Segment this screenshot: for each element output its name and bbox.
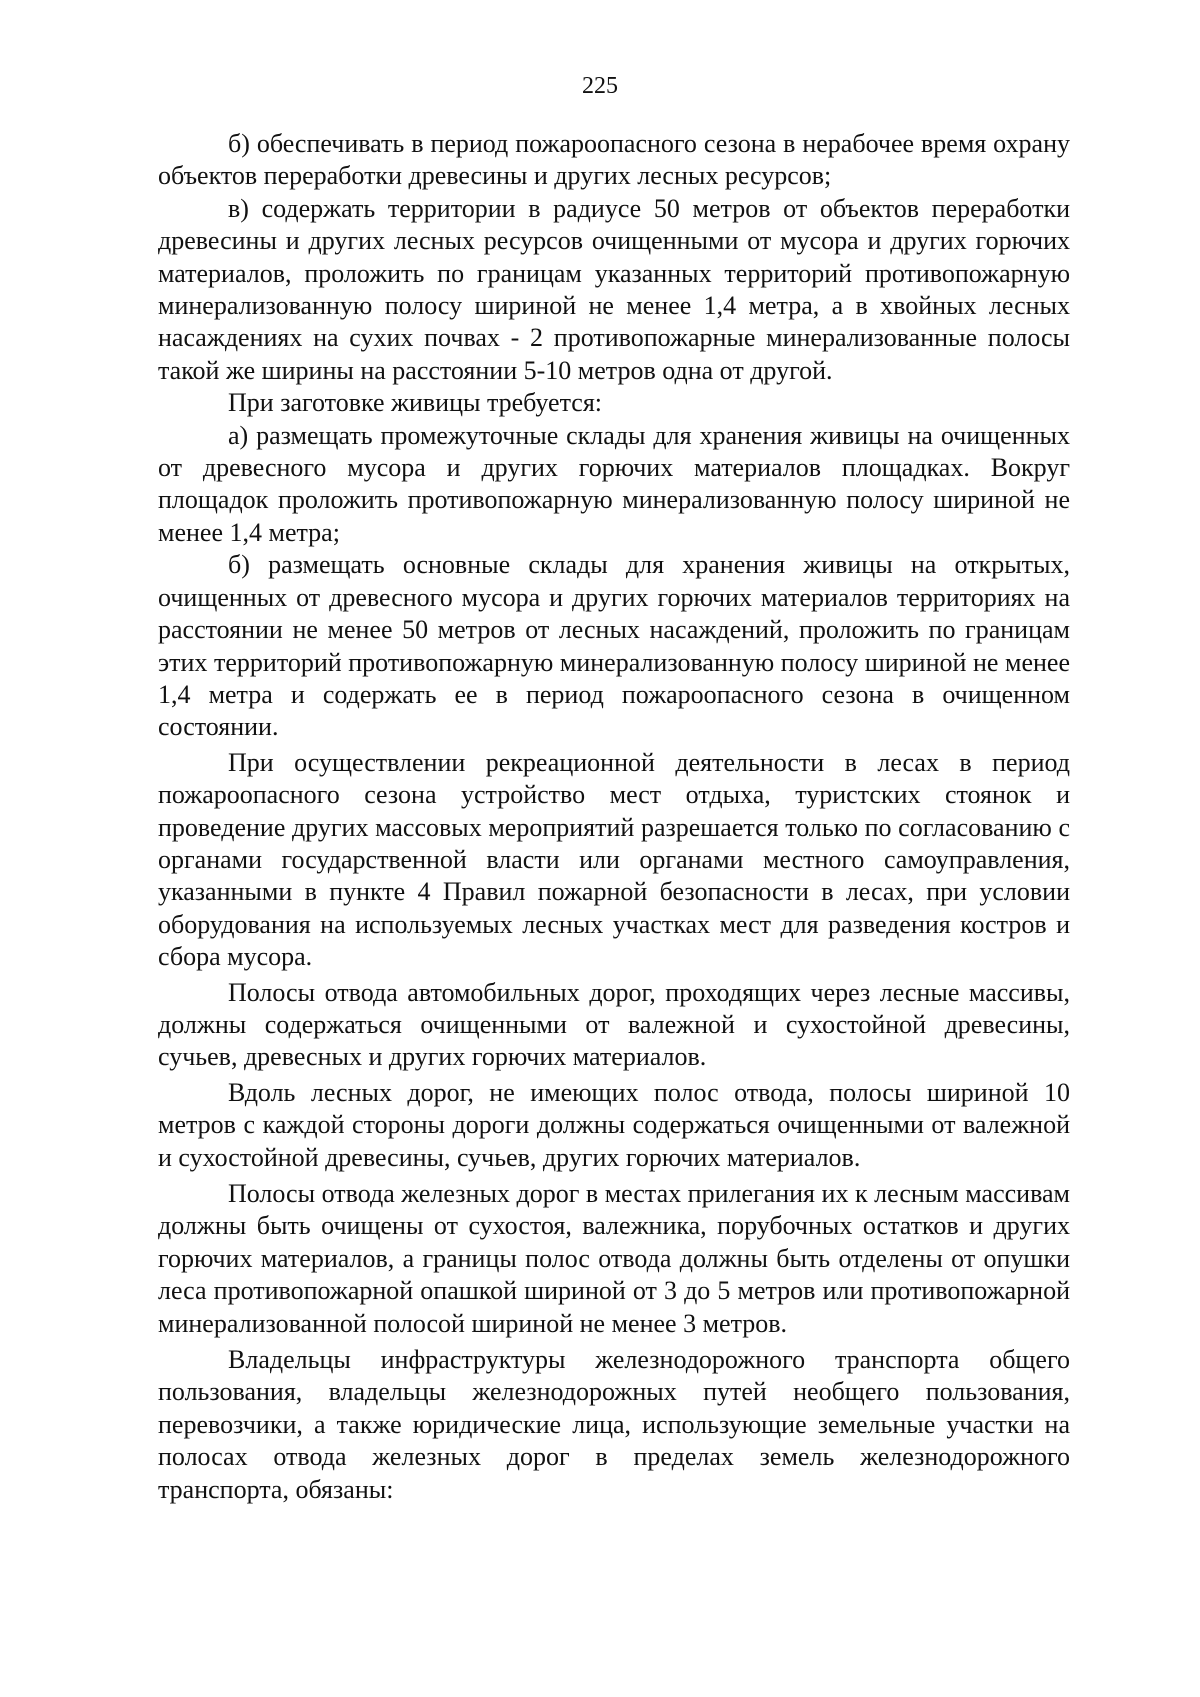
- paragraph-v-clear-territory: в) содержать территории в радиусе 50 метров от объектов переработки древесины и других лесных ресурсов очищенными от мусора и других горючих материалов, проложить по границам указанных территорий противопожарную минерализованную полосу шириной не менее 1,4 метра, а в хвойных лесных насаждениях на сухих почвах - 2 противопожарные минерализованные полосы такой же ширины на расстоянии 5-10 метров одна от другой.: [158, 193, 1070, 385]
- paragraph-recreation: При осуществлении рекреационной деятельности в лесах в период пожароопасного сезона устройство мест отдыха, туристских стоянок и проведение других массовых мероприятий разрешается только по согласованию с органами государственной власти или органами местного самоуправления, указанными в пункте 4 Правил пожарной безопасности в лесах, при условии оборудования на используемых лесных участках мест для разведения костров и сбора мусора.: [158, 747, 1070, 972]
- paragraph-a-intermediate-storage: а) размещать промежуточные склады для хранения живицы на очищенных от древесного мусора и других горючих материалов площадках. Вокруг площадок проложить противопожарную минерализованную полосу шириной не менее 1,4 метра;: [158, 420, 1070, 547]
- paragraph-forest-roads: Вдоль лесных дорог, не имеющих полос отвода, полосы шириной 10 метров с каждой стороны дороги должны содержаться очищенными от валежной и сухостойной древесины, сучьев, других горючих материалов.: [158, 1077, 1070, 1172]
- paragraph-b-guard-objects: б) обеспечивать в период пожароопасного сезона в нерабочее время охрану объектов переработки древесины и других лесных ресурсов;: [158, 129, 1070, 191]
- paragraph-railway-owners-obligations: Владельцы инфраструктуры железнодорожного транспорта общего пользования, владельцы железнодорожных путей необщего пользования, перевозчики, а также юридические лица, использующие земельные участки на полосах отвода железных дорог в пределах земель железнодорожного транспорта, обязаны:: [158, 1345, 1070, 1504]
- paragraph-road-right-of-way: Полосы отвода автомобильных дорог, проходящих через лесные массивы, должны содержаться очищенными от валежной и сухостойной древесины, сучьев, древесных и других горючих материалов.: [158, 977, 1070, 1072]
- document-body: [158, 128, 1070, 1506]
- paragraph-resin-harvesting-heading: При заготовке живицы требуется:: [228, 388, 603, 418]
- page-number: 225: [582, 73, 618, 99]
- paragraph-railway-right-of-way: Полосы отвода железных дорог в местах прилегания их к лесным массивам должны быть очищены от сухостоя, валежника, порубочных остатков и других горючих материалов, а границы полос отвода должны быть отделены от опушки леса противопожарной опашкой шириной от 3 до 5 метров или противопожарной минерализованной полосой шириной не менее 3 метров.: [158, 1179, 1070, 1338]
- paragraph-b-main-storage: б) размещать основные склады для хранения живицы на открытых, очищенных от древесного мусора и других горючих материалов территориях на расстоянии не менее 50 метров от лесных насаждений, проложить по границам этих территорий противопожарную минерализованную полосу шириной не менее 1,4 метра и содержать ее в период пожароопасного сезона в очищенном состоянии.: [158, 550, 1070, 742]
